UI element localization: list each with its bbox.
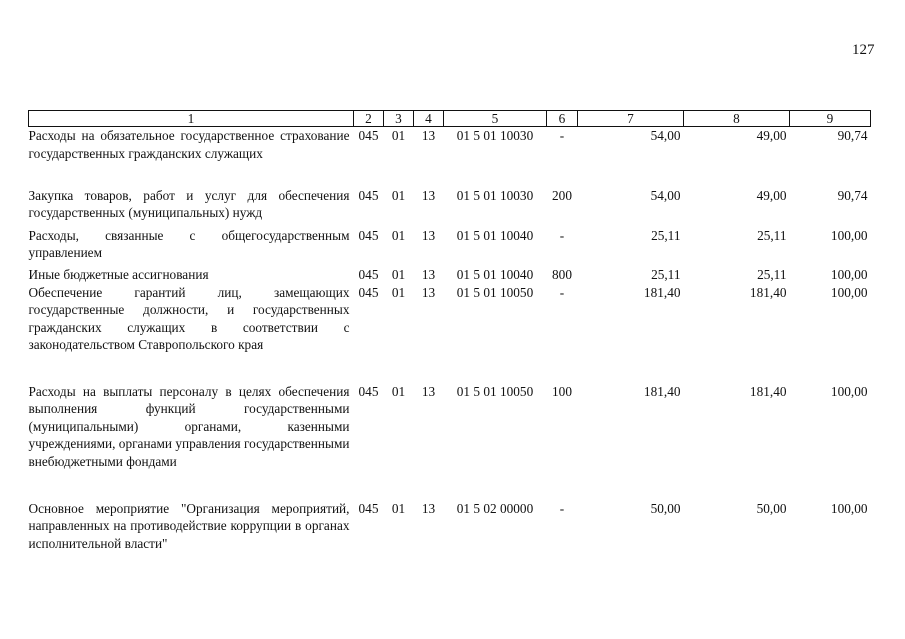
row-ministry-code: 045 xyxy=(358,383,379,399)
row-value-7: 25,11 xyxy=(651,266,681,282)
row-value-8: 49,00 xyxy=(756,128,787,143)
row-subsection: 13 xyxy=(421,284,436,300)
row-name: Расходы, связанные с общегосударственным управлением xyxy=(28,227,350,260)
row-subsection: 13 xyxy=(421,383,436,399)
row-value-9: 100,00 xyxy=(830,266,868,282)
row-section: 01 xyxy=(391,128,406,143)
row-target-article: 01 5 01 10050 xyxy=(456,383,534,399)
row-section: 01 xyxy=(391,266,406,282)
row-target-article: 01 5 01 10030 xyxy=(456,187,534,203)
header-col-2: 2 xyxy=(354,111,384,127)
row-subsection: 13 xyxy=(421,128,436,143)
row-value-7: 54,00 xyxy=(650,128,681,143)
table-row xyxy=(29,383,871,500)
table-row xyxy=(29,500,871,560)
header-col-3: 3 xyxy=(384,111,414,127)
row-value-8: 25,11 xyxy=(757,227,787,243)
header-col-9: 9 xyxy=(790,111,871,127)
row-subsection: 13 xyxy=(421,227,436,243)
row-name: Закупка товаров, работ и услуг для обеспечения государственных (муниципальных) нужд xyxy=(28,187,350,220)
row-value-9: 100,00 xyxy=(830,227,868,243)
row-section: 01 xyxy=(391,284,406,300)
row-name: Основное мероприятие "Организация мероприятий, направленных на противодействие коррупции в органах исполнительной власти" xyxy=(28,500,350,551)
row-section: 01 xyxy=(391,500,406,516)
row-ministry-code: 045 xyxy=(358,284,379,300)
table-row xyxy=(29,284,871,383)
row-value-8: 181,40 xyxy=(749,383,787,399)
row-subsection: 13 xyxy=(421,500,436,516)
row-value-7: 50,00 xyxy=(650,500,681,516)
row-expense-type: 200 xyxy=(552,187,572,203)
header-col-6: 6 xyxy=(547,111,578,127)
row-subsection: 13 xyxy=(421,187,436,203)
row-expense-type: 800 xyxy=(552,266,572,282)
row-value-8: 25,11 xyxy=(757,266,787,282)
row-ministry-code: 045 xyxy=(358,266,379,282)
header-col-1: 1 xyxy=(29,111,354,127)
row-value-8: 50,00 xyxy=(756,500,787,516)
row-value-9: 90,74 xyxy=(837,128,868,143)
row-section: 01 xyxy=(391,187,406,203)
header-col-5: 5 xyxy=(444,111,547,127)
row-value-9: 100,00 xyxy=(830,383,868,399)
row-target-article: 01 5 02 00000 xyxy=(456,500,534,516)
row-target-article: 01 5 01 10030 xyxy=(456,128,534,143)
row-value-7: 181,40 xyxy=(643,284,681,300)
row-value-9: 100,00 xyxy=(830,284,868,300)
table-row xyxy=(29,187,871,227)
page-number: 127 xyxy=(852,42,875,58)
header-col-8: 8 xyxy=(684,111,790,127)
budget-table xyxy=(28,110,871,560)
row-subsection: 13 xyxy=(421,266,436,282)
header-col-7: 7 xyxy=(578,111,684,127)
header-row xyxy=(29,111,871,127)
row-name: Расходы на обязательное государственное страхование государственных гражданских служащих xyxy=(28,128,350,161)
row-section: 01 xyxy=(391,383,406,399)
row-name: Обеспечение гарантий лиц, замещающих государственные должности, и государственных гражданских служащих в соответствии с законодательством Ставропольского края xyxy=(28,284,350,352)
row-expense-type: 100 xyxy=(552,383,572,399)
row-value-8: 49,00 xyxy=(756,187,787,203)
row-expense-type: - xyxy=(559,128,565,143)
row-name: Расходы на выплаты персоналу в целях обеспечения выполнения функций государственными (муниципальными) органами, казенными учреждениями, органами управления государственными внебюджетными фондами xyxy=(28,383,350,469)
row-ministry-code: 045 xyxy=(358,227,379,243)
row-value-7: 54,00 xyxy=(650,187,681,203)
row-value-8: 181,40 xyxy=(749,284,787,300)
row-value-7: 25,11 xyxy=(651,227,681,243)
row-expense-type: - xyxy=(559,227,565,243)
row-value-9: 100,00 xyxy=(830,500,868,516)
row-ministry-code: 045 xyxy=(358,187,379,203)
row-name: Иные бюджетные ассигнования xyxy=(28,266,209,282)
row-target-article: 01 5 01 10040 xyxy=(456,227,534,243)
row-target-article: 01 5 01 10040 xyxy=(456,266,534,282)
row-ministry-code: 045 xyxy=(358,500,379,516)
row-value-7: 181,40 xyxy=(643,383,681,399)
table-row xyxy=(29,227,871,266)
row-expense-type: - xyxy=(559,284,565,300)
row-expense-type: - xyxy=(559,500,565,516)
row-section: 01 xyxy=(391,227,406,243)
row-value-9: 90,74 xyxy=(837,187,868,203)
row-target-article: 01 5 01 10050 xyxy=(456,284,534,300)
row-ministry-code: 045 xyxy=(358,128,379,143)
header-col-4: 4 xyxy=(414,111,444,127)
table-row xyxy=(29,266,871,284)
table-row xyxy=(29,127,871,187)
